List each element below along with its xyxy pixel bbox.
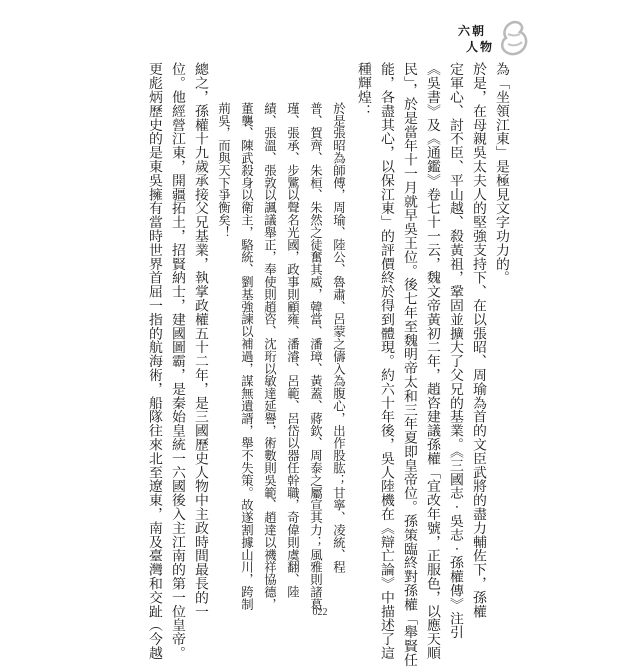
text-column: 總之，孫權十九歲承接父兄基業，執掌政權五十二年，是三國歷史人物中主政時間最長的一: [191, 62, 208, 618]
header-title-line2: 人物: [466, 40, 495, 54]
quote-column: 普、賀齊、朱桓、朱然之徒奮其威，韓當、潘璋、黃蓋、蔣欽、周泰之屬宣其力；風雅則諸葛: [308, 102, 324, 611]
page-number: 022: [312, 607, 328, 618]
flourish-ornament-icon: [496, 18, 532, 58]
quote-column: 董襲、陳武殺身以衛主，駱統、劉基強諫以補過，謀無遺諝，舉不失策。故遂割據山川，跨制: [239, 102, 255, 611]
text-column: 能，各盡其心，以保江東」的評價終於得到體現。約六十年後，吳人陸機在《辯亡論》中描述了這: [377, 62, 394, 660]
text-column: 為「坐領江東」是極見文字功力的。: [492, 62, 509, 285]
quote-column: 於是張昭為師傅，周瑜、陸公、魯肅、呂蒙之儔入為腹心，出作股肱；甘寧、凌統、程: [331, 102, 347, 574]
text-column: 於是，在母親吳太夫人的堅強支持下、在以張昭、周瑜為首的文臣武將的盡力輔佐下，孫權: [469, 62, 486, 618]
text-column: 更彪炳歷史的是東吳擁有當時世界首屈一指的航海術，船隊往來北至遼東，南及臺灣和交趾（今越: [145, 62, 162, 660]
text-column: 定軍心、討不臣、平山越、殺黃祖，鞏固並擴大了父兄的基業。《三國志‧吳志‧孫權傳》注引: [446, 62, 463, 639]
text-column: 種輝煌：: [354, 62, 371, 118]
running-header: [452, 18, 532, 62]
quote-column: 績、張溫、張敦以諷議舉正，奉使則趙咨、沈珩以敏達延譽，術數則吳範、趙達以禨祥協德，: [262, 102, 278, 611]
text-column: 民」，於是當年十一月就早吳王位。後七年至魏明帝太和三年夏即皇帝位。孫策臨終對孫權「舉賢任: [400, 62, 417, 667]
quote-column: 荊吳，而與天下爭衡矣！: [216, 102, 232, 239]
header-title-line1: 六朝: [458, 24, 487, 38]
text-column: 位。他經營江東，開疆拓土，招賢納士，建國圖霸，是秦始皇統一六國後入主江南的第一位皇帝。: [168, 62, 185, 660]
quote-column: 瑾、張承、步騭以聲名光國，政事則顧雍、潘濬、呂範、呂岱以器任幹職，奇偉則虞翻、陸: [285, 102, 301, 598]
text-column: 《吳書》及《通鑑》卷七十一云，魏文帝黃初二年，趙咨建議孫權「宜改年號，正服色，以應天順: [423, 62, 440, 660]
